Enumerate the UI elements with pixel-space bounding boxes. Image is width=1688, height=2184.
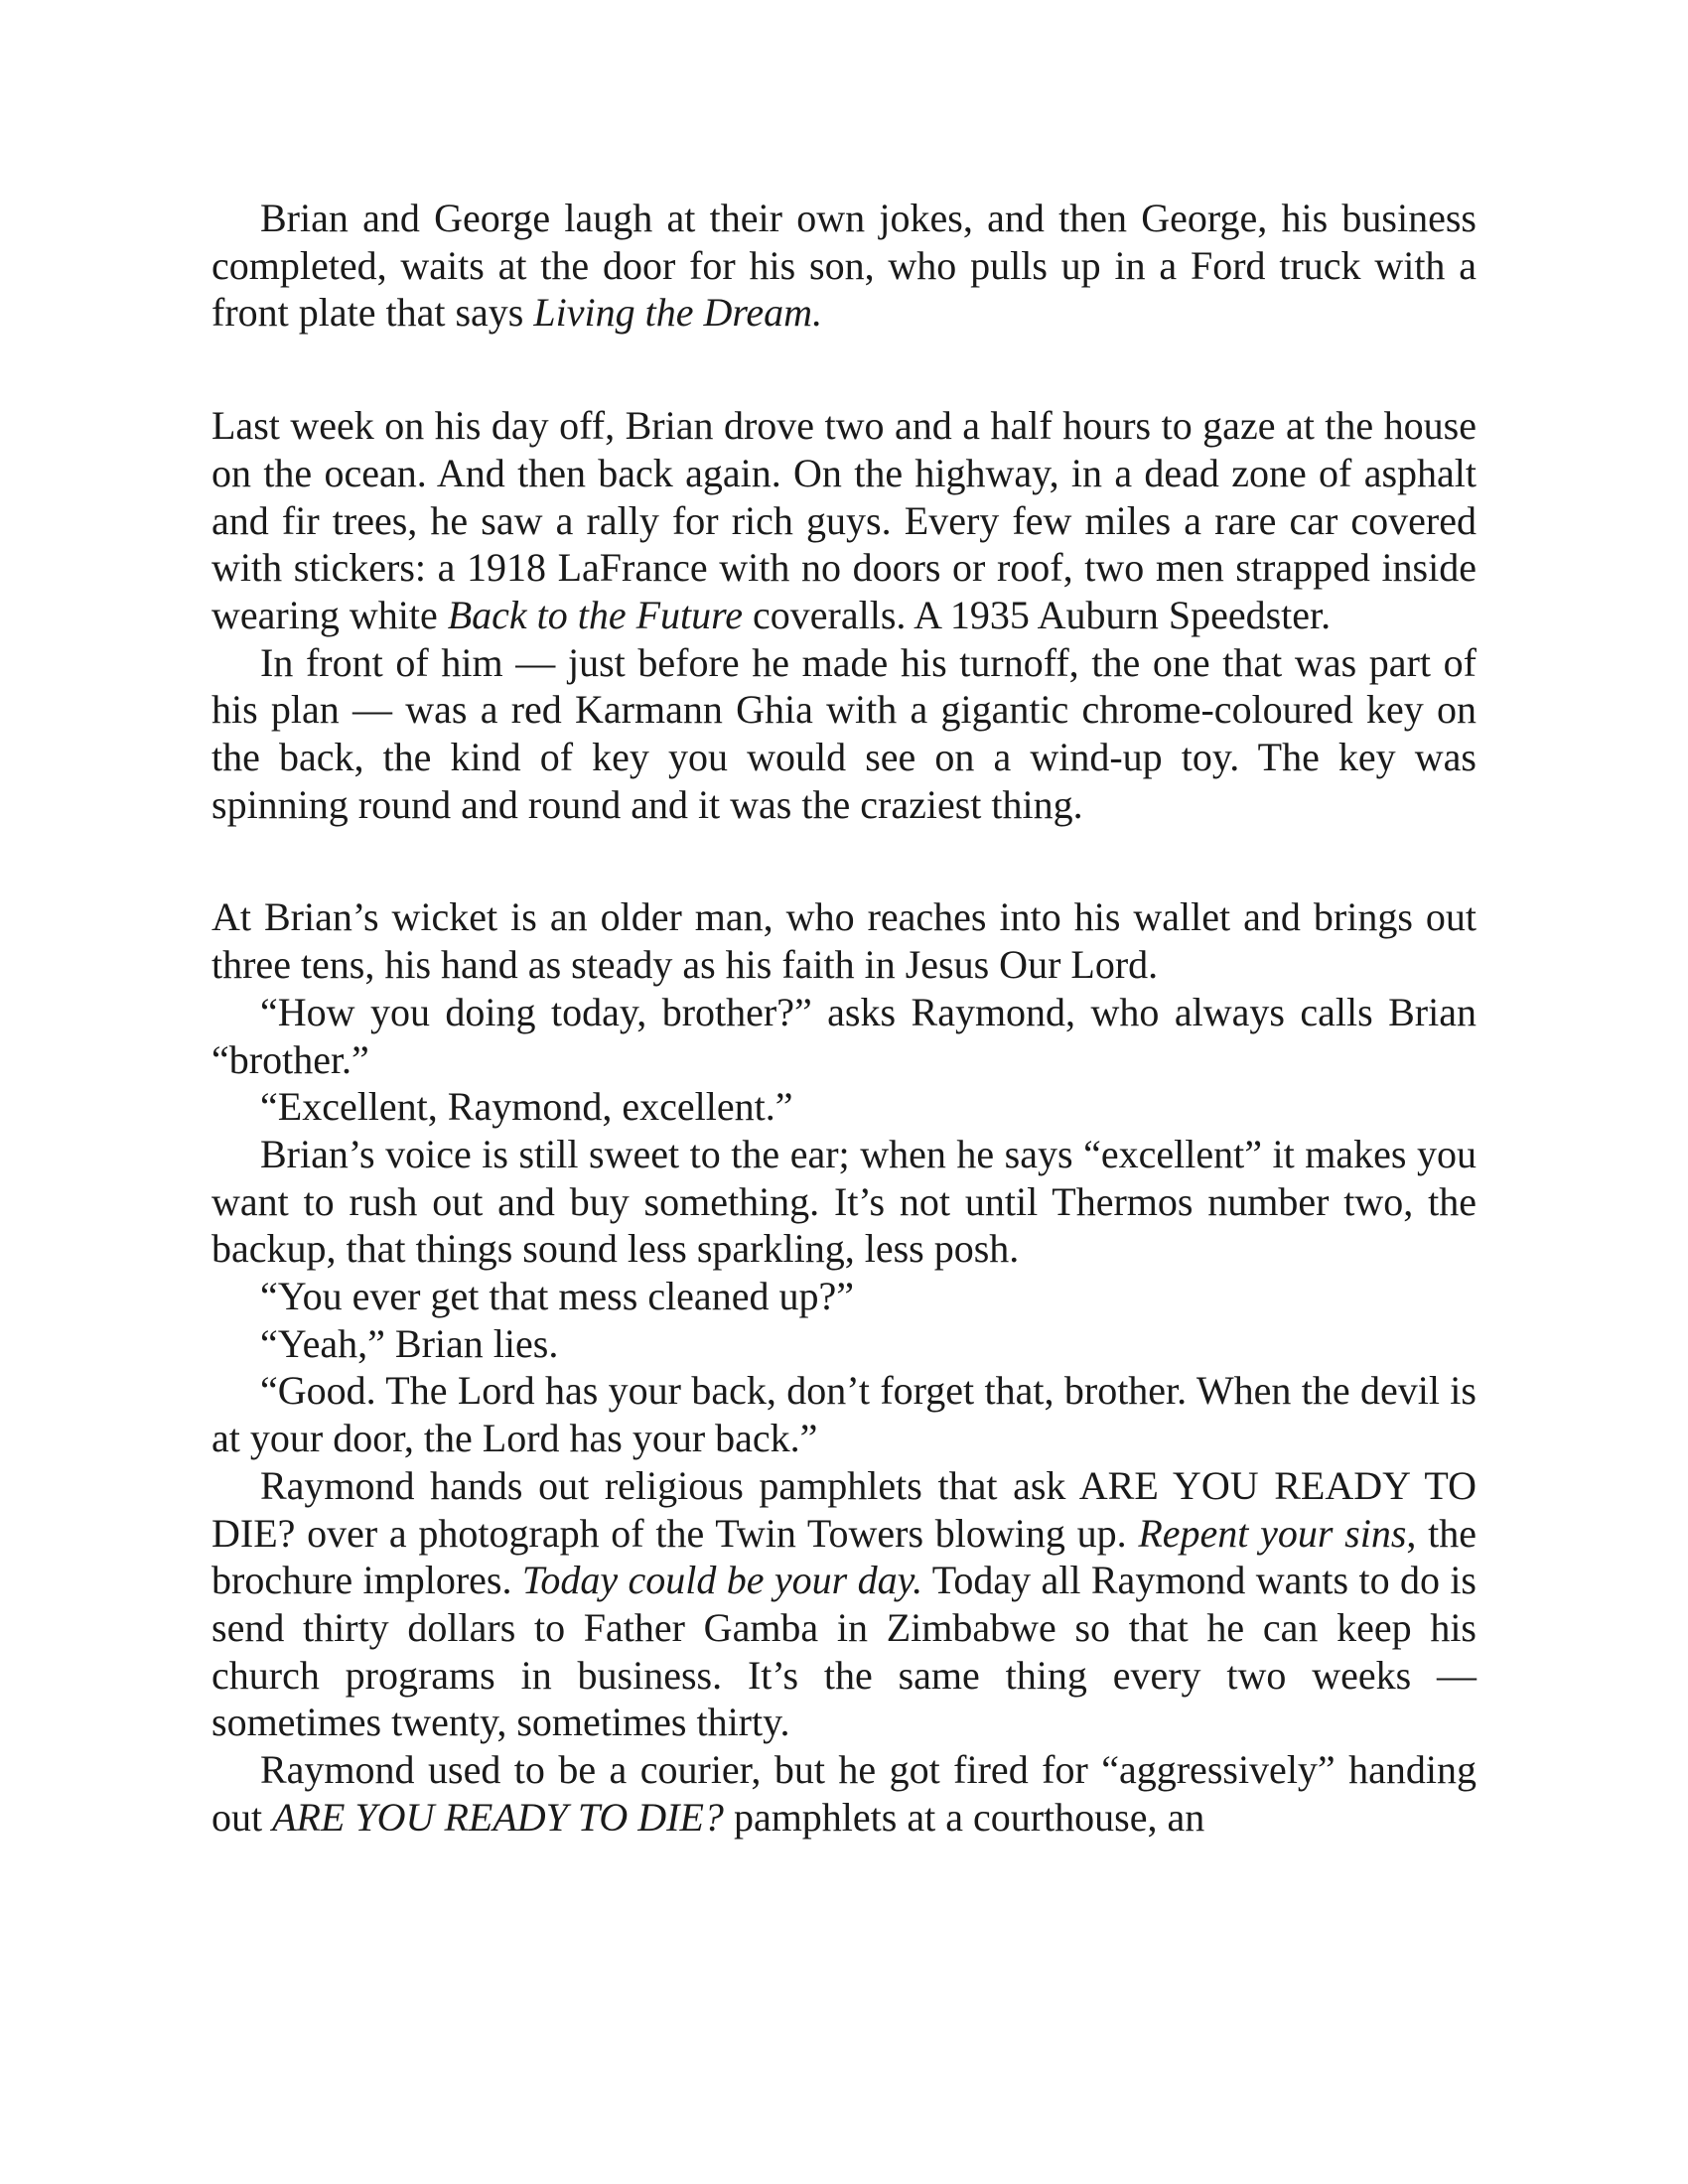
text-run: Last week on his day off, Brian drove two and a half hours to gaze at the house on the ocean. And then back again. On the highway, in a dead zone of asphalt and fir trees, he saw a rally for rich guys. Every few miles a rare car covered with stickers: a 1918 LaFrance with no doors or roof, two men strapped inside wearing white: [211, 403, 1477, 637]
paragraph: [211, 1083, 1477, 1131]
italic-text: ARE YOU READY TO DIE?: [272, 1794, 724, 1840]
text-run: Brian’s voice is still sweet to the ear; when he says “excellent” it makes you want to rush out and buy something. It’s not until Thermos number two, the backup, that things sound less sparkling, less posh.: [211, 1131, 1477, 1272]
text-run: “How you doing today, brother?” asks Raymond, who always calls Brian “brother.”: [211, 989, 1477, 1082]
text-run: In front of him — just before he made his turnoff, the one that was part of his plan — was a red Karmann Ghia with a gigantic chrome-coloured key on the back, the kind of key you would see on a wind-up toy. The key was spinning round and round and it was the craziest thing.: [211, 639, 1477, 827]
text-run: , the brochure implores.: [211, 1510, 1477, 1603]
text-run: At Brian’s wicket is an older man, who reaches into his wallet and brings out three tens, his hand as steady as his faith in Jesus Our Lord.: [211, 894, 1477, 988]
paragraph: [211, 1273, 1477, 1320]
text-run: Today all Raymond wants to do is send thirty dollars to Father Gamba in Zimbabwe so that he can keep his church programs in business. It’s the same thing every two weeks — sometimes twenty, sometimes thirty.: [211, 1558, 1477, 1745]
text-run: coveralls. A 1935 Auburn Speedster.: [743, 592, 1332, 637]
text-run: Brian and George laugh at their own jokes, and then George, his business completed, waits at the door for his son, who pulls up in a Ford truck with a front plate that says: [211, 196, 1477, 336]
paragraph: [211, 1131, 1477, 1273]
text-run: “Good. The Lord has your back, don’t forget that, brother. When the devil is at your door, the Lord has your back.”: [211, 1368, 1477, 1461]
text-run: pamphlets at a courthouse, an: [723, 1794, 1205, 1840]
paragraph: [211, 195, 1477, 337]
paragraph: [211, 1320, 1477, 1368]
paragraph: [211, 893, 1477, 988]
paragraph: [211, 1462, 1477, 1746]
paragraph: [211, 1367, 1477, 1461]
paragraph: [211, 639, 1477, 829]
text-run: “You ever get that mess cleaned up?”: [260, 1274, 854, 1319]
paragraph: [211, 989, 1477, 1083]
paragraph: [211, 402, 1477, 639]
italic-text: Repent your sins: [1138, 1510, 1407, 1556]
italic-text: Living the Dream.: [533, 290, 823, 336]
page-body: [211, 195, 1477, 1842]
text-run: Raymond hands out religious pamphlets that ask ARE YOU READY TO DIE? over a photograph of the Twin Towers blowing up.: [211, 1462, 1477, 1556]
text-run: “Excellent, Raymond, excellent.”: [260, 1084, 793, 1130]
italic-text: Back to the Future: [447, 592, 744, 637]
paragraph: [211, 1746, 1477, 1841]
text-run: “Yeah,” Brian lies.: [260, 1320, 559, 1366]
italic-text: Today could be your day.: [521, 1558, 923, 1603]
text-run: Raymond used to be a courier, but he got fired for “aggressively” handing out: [211, 1747, 1477, 1840]
